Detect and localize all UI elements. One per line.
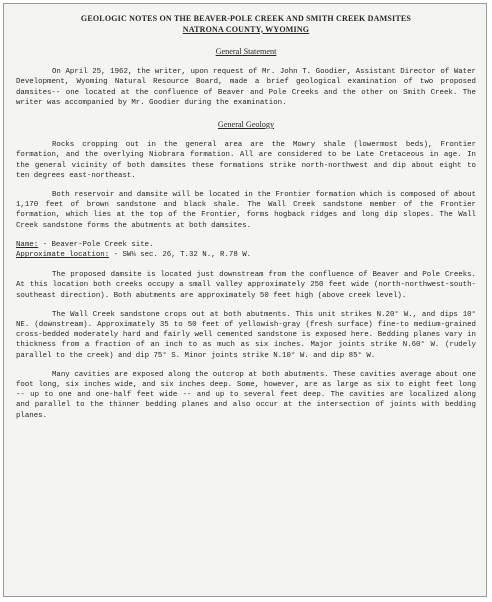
heading-general-geology: General Geology xyxy=(217,120,275,130)
paragraph-site-2: The Wall Creek sandstone crops out at both abutments. This unit strikes N.20° W., and dips 10° NE. (downstream). Approximately 35 to 50 feet of yellowish-gray (fresh surface) fine-to medium-grained cross-bedded moderately hard and fairly well cemented sandstone is exposed here. Bedding planes vary in thickness from a fraction of an inch to as much as six inches. Major joints strike N.60° W. (rudely parallel to the creek) and dip 75° S. Minor joints strike N.10° W. and dip 85° W. xyxy=(16,310,476,360)
title-line-1: GEOLOGIC NOTES ON THE BEAVER-POLE CREEK AND SMITH CREEK DAMSITES xyxy=(80,14,412,23)
title-line-2: NATRONA COUNTY, WYOMING xyxy=(182,24,310,34)
document-page xyxy=(16,14,476,430)
site-location-value: - SW¼ sec. 26, T.32 N., R.78 W. xyxy=(109,251,252,260)
heading-general-statement: General Statement xyxy=(215,47,277,56)
document-title xyxy=(16,14,476,35)
paragraph-site-3: Many cavities are exposed along the outcrop at both abutments. These cavities average about one foot long, six inches wide, and six inches deep. Some, however, are as large as six to eight feet long -- up to one and one-half feet wide -- and up to several feet deep. The cavities are localized along and parallel to the thinner bedding planes and also occur at the intersection of joints with bedding planes. xyxy=(16,370,476,420)
scanned-page-frame xyxy=(3,3,487,597)
paragraph-site-1: The proposed damsite is located just downstream from the confluence of Beaver and Pole Creeks. At this location both creeks occupy a small valley approximately 250 feet wide (north-northwest-south-southeast direction). Both abutments are approximately 50 feet high (above creek level). xyxy=(16,271,476,300)
site-name-value: - Beaver-Pole Creek site. xyxy=(38,240,154,249)
site-location-line xyxy=(16,250,476,260)
site-name-line xyxy=(16,240,476,250)
site-location-label: Approximate location: xyxy=(16,251,110,260)
paragraph-general-statement: On April 25, 1962, the writer, upon request of Mr. John T. Goodier, Assistant Director of Water Development, Wyoming Natural Resource Board, made a brief geological examination of two proposed damsites-- one located at the confluence of Beaver and Pole Creeks and the other on Smith Creek. The writer was accompanied by Mr. Goodier during the examination. xyxy=(16,68,476,107)
paragraph-geology-2: Both reservoir and damsite will be located in the Frontier formation which is composed of about 1,170 feet of brown sandstone and black shale. The Wall Creek sandstone member of the Frontier formation, which lies at the top of the Frontier, forms hogback ridges and long dip slopes. The Wall Creek sandstone forms the abutments at both damsites. xyxy=(16,191,476,230)
site-name-label: Name: xyxy=(16,240,39,249)
paragraph-geology-1: Rocks cropping out in the general area are the Mowry shale (lowermost beds), Frontier formation, and the overlying Niobrara formation. All are considered to be Late Cretaceous in age. In the general vicinity of both damsites these formations strike north-northwest and dip about eight to ten degrees east-northeast. xyxy=(16,141,476,180)
